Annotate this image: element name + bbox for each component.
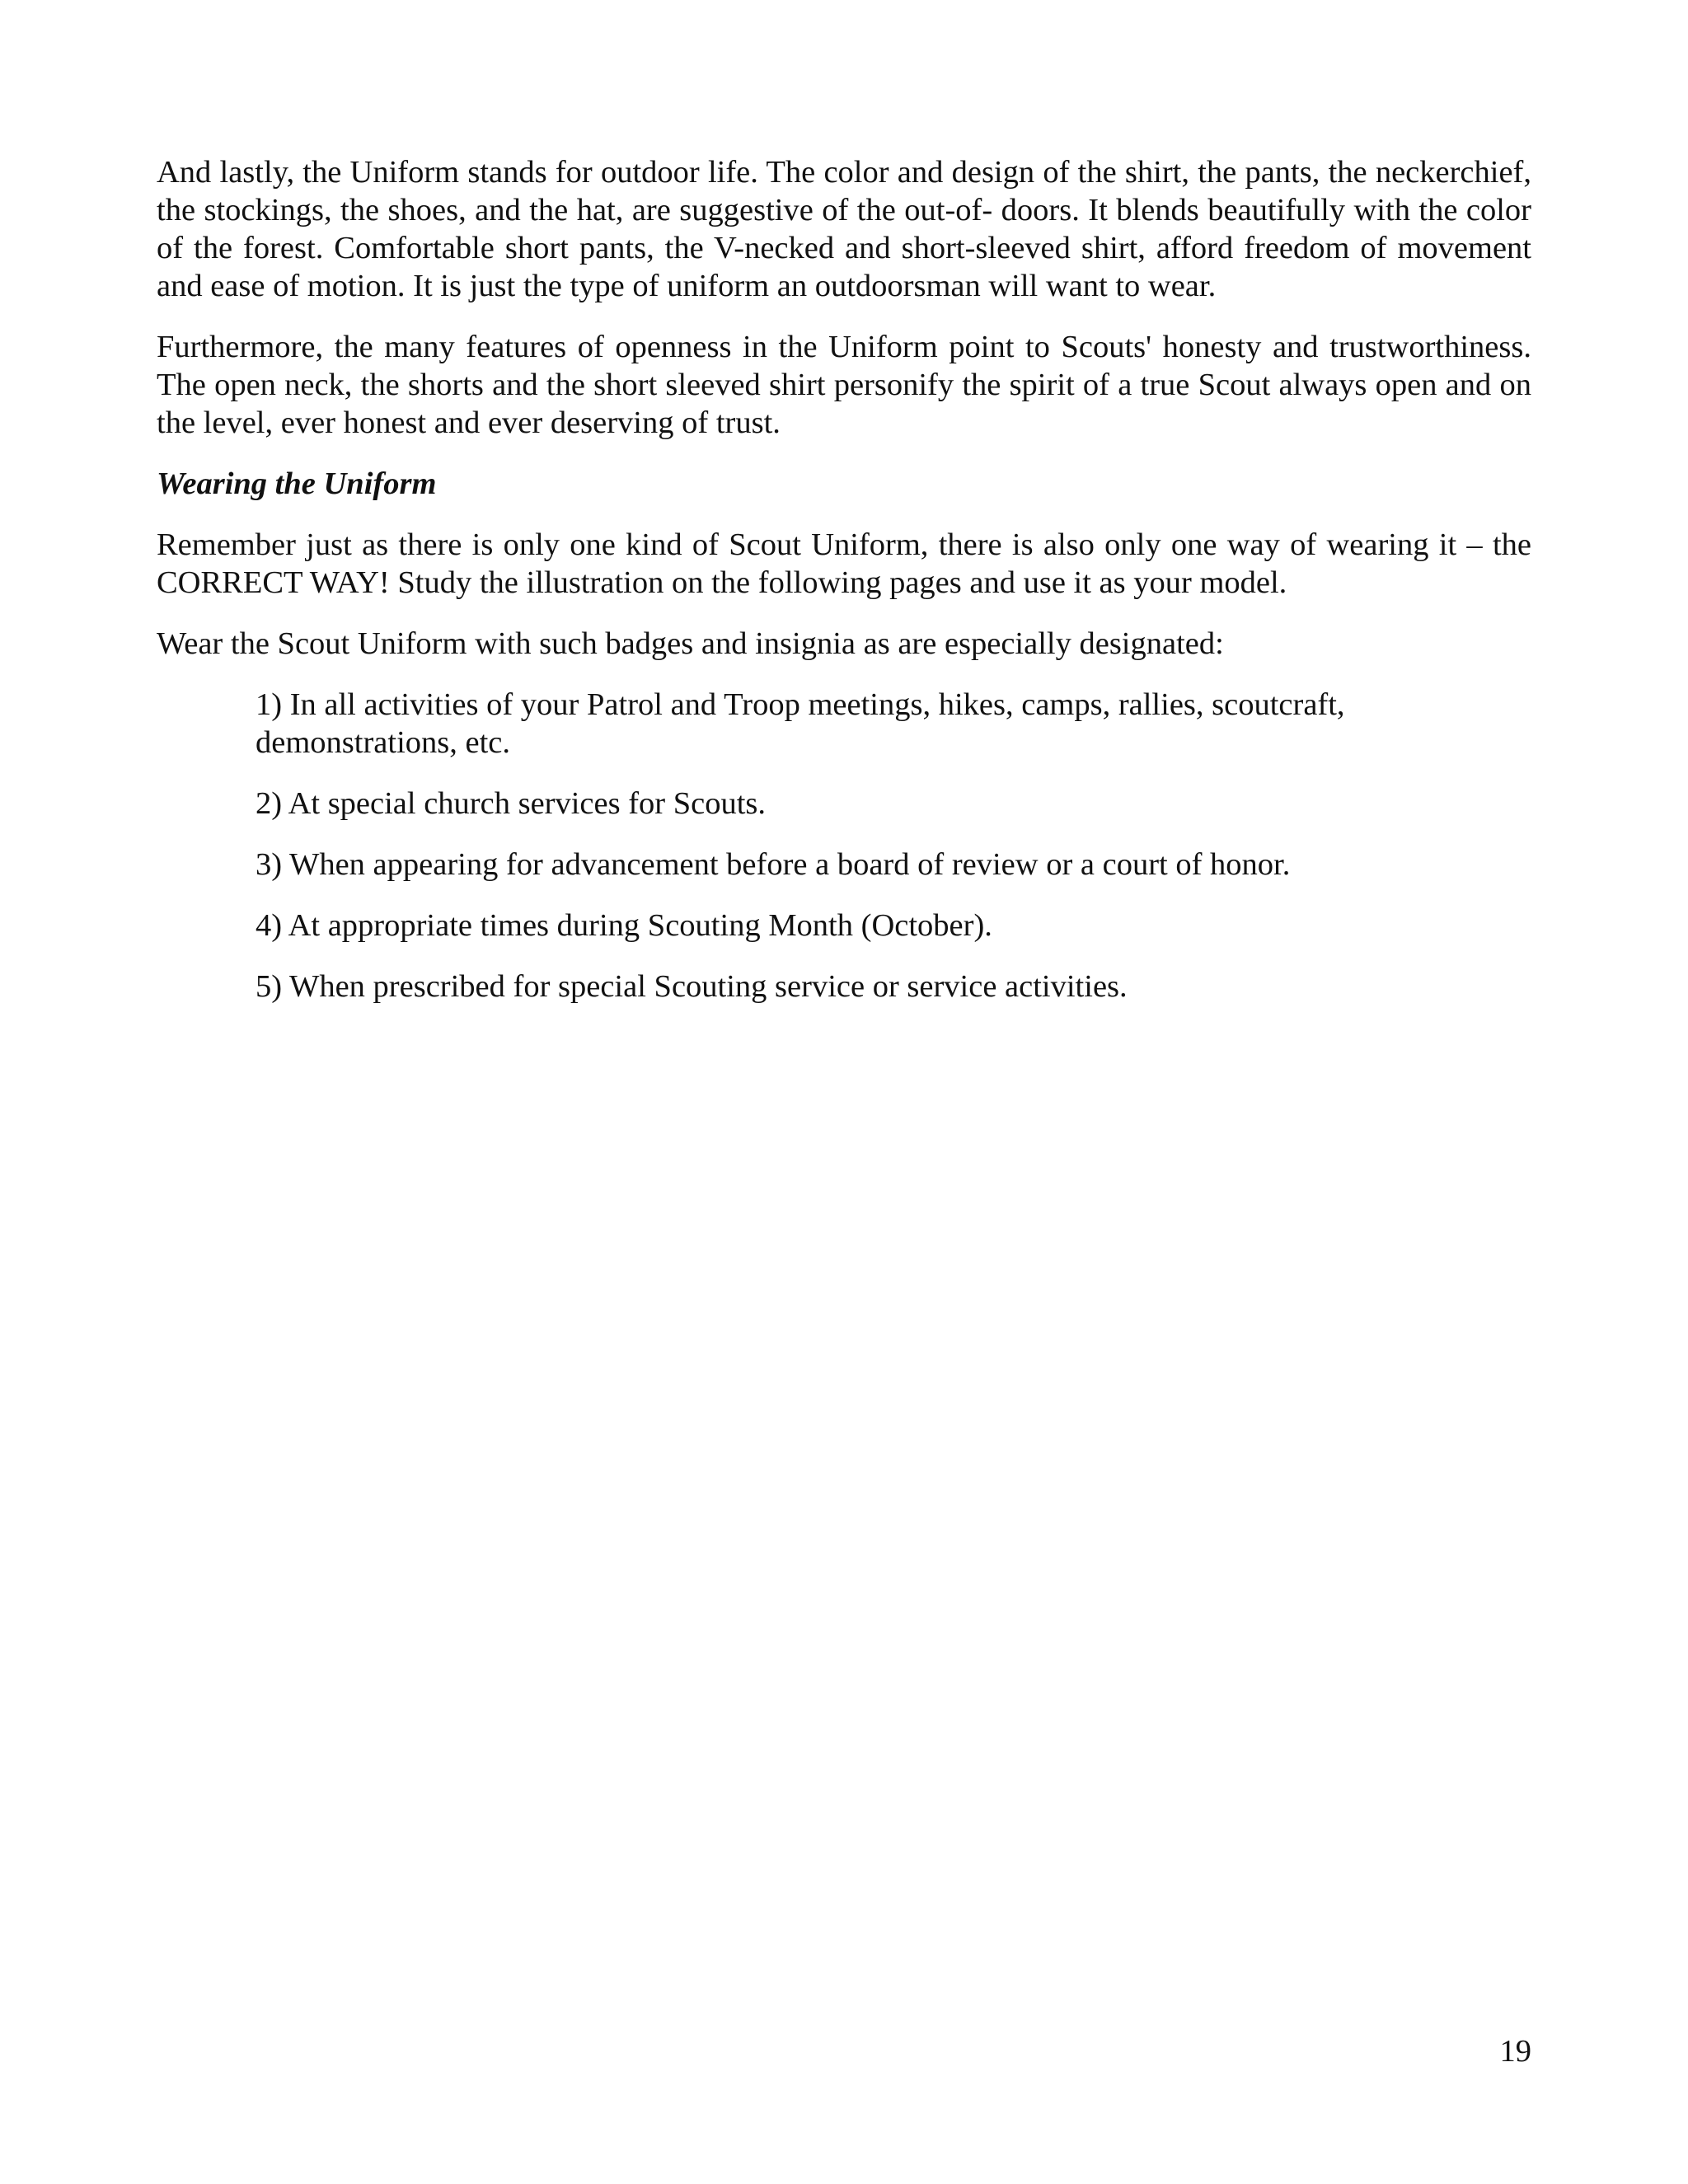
list-item: 4) At appropriate times during Scouting Month (October). <box>256 908 992 943</box>
paragraph-outdoor-life: And lastly, the Uniform stands for outdoor life. The color and design of the shirt, the pants, the neckerchief, the stockings, the shoes, and the hat, are suggestive of the out-of- doors. It blends beautifully with the color of the forest. Comfortable short pants, the V-necked and short-sleeved shirt, afford freedom of movement and ease of motion. It is just the type of uniform an outdoorsman will want to wear. <box>157 155 1531 303</box>
paragraph-openness: Furthermore, the many features of openness in the Uniform point to Scouts' honesty and trustworthiness. The open neck, the shorts and the short sleeved shirt personify the spirit of a true Scout always open and on the level, ever honest and ever deserving of trust. <box>157 330 1531 440</box>
list-item: 1) In all activities of your Patrol and Troop meetings, hikes, camps, rallies, scoutcraft, demonstrations, etc. <box>256 687 1345 760</box>
list-item: 5) When prescribed for special Scouting service or service activities. <box>256 969 1128 1004</box>
list-item: 2) At special church services for Scouts. <box>256 786 767 821</box>
paragraph-correct-way: Remember just as there is only one kind of Scout Uniform, there is also only one way of wearing it – the CORRECT WAY! Study the illustration on the following pages and use it as your model. <box>157 527 1531 600</box>
document-page <box>157 153 1531 1029</box>
page-number: 19 <box>1499 2034 1531 2069</box>
paragraph-badges-intro: Wear the Scout Uniform with such badges and insignia as are especially designated: <box>157 626 1224 661</box>
section-heading: Wearing the Uniform <box>157 466 437 501</box>
occasions-list <box>157 686 1531 1005</box>
list-item: 3) When appearing for advancement before a board of review or a court of honor. <box>256 847 1291 882</box>
